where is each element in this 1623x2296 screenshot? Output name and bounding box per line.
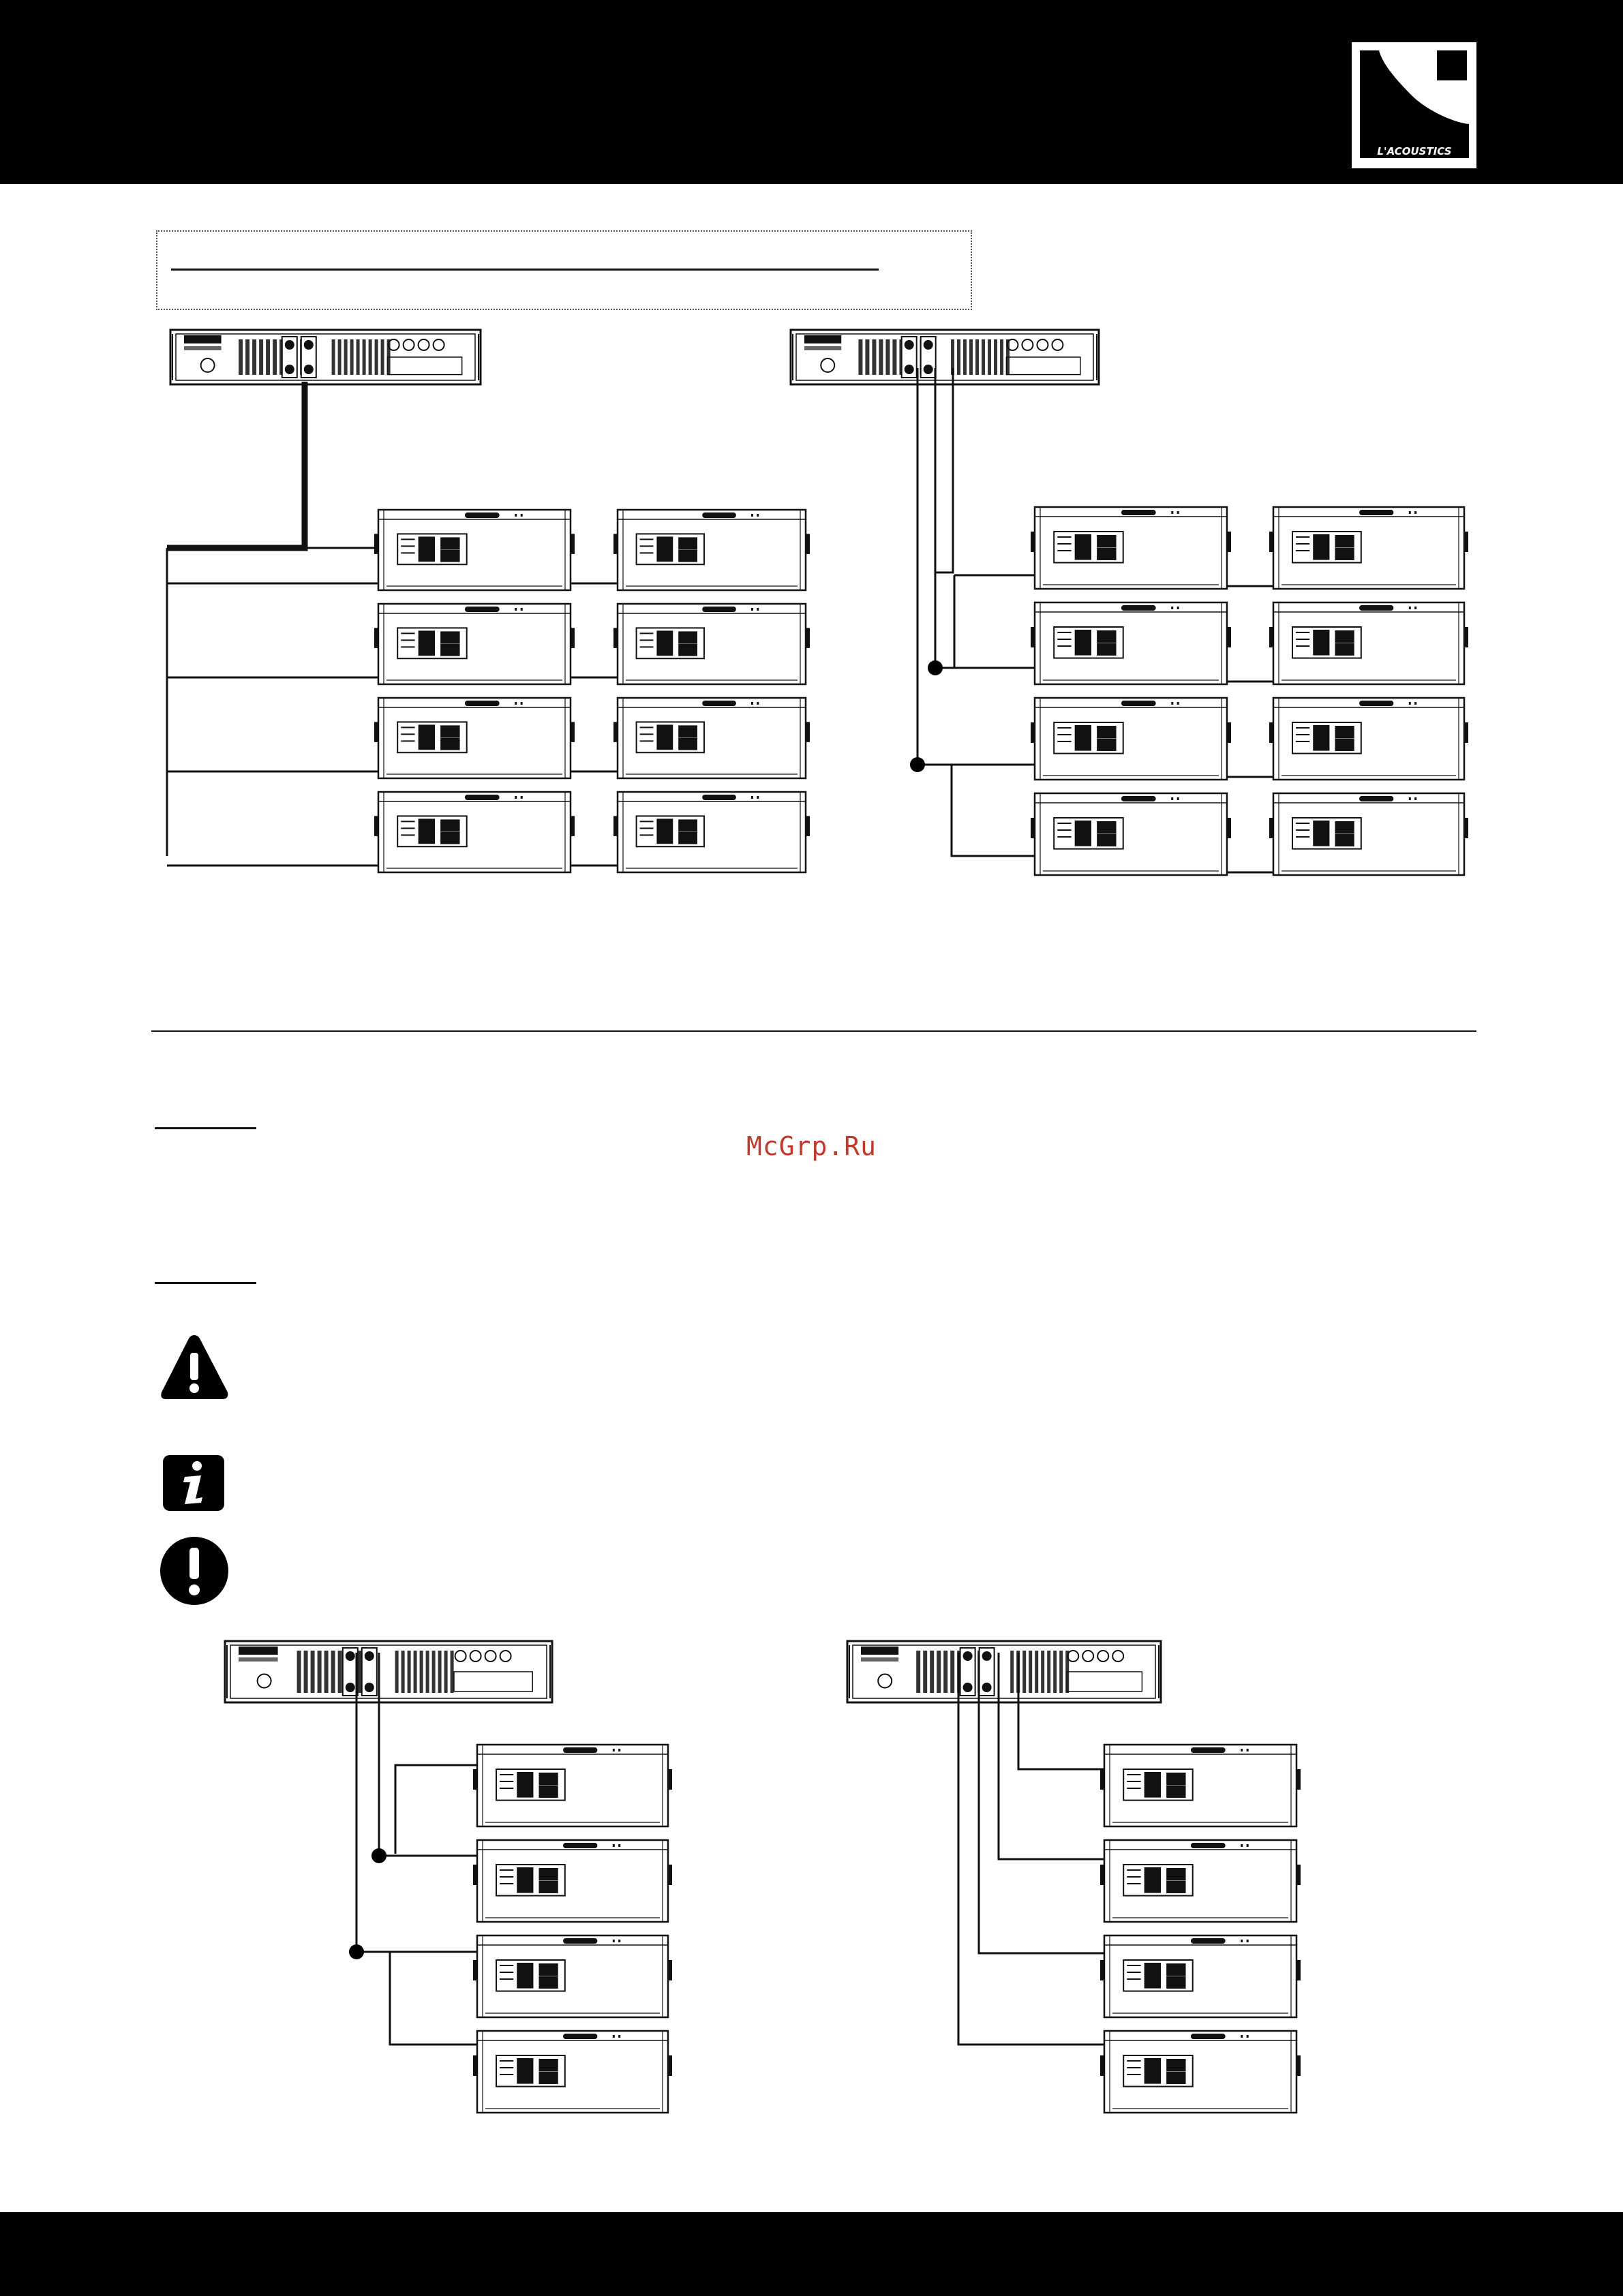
- loudspeaker-enclosure: [1100, 2031, 1301, 2113]
- loudspeaker-enclosure: [1100, 1935, 1301, 2017]
- info-icon: [162, 1454, 226, 1512]
- cable-junction: [910, 757, 925, 772]
- logo-text: L'ACOUSTICS: [1377, 145, 1452, 157]
- loudspeaker-enclosure: [374, 510, 575, 590]
- loudspeaker-enclosure: [613, 698, 810, 778]
- loudspeaker-enclosure: [374, 604, 575, 684]
- loudspeaker-enclosure: [1031, 602, 1231, 684]
- loudspeaker-enclosure: [613, 792, 810, 872]
- loudspeaker-enclosure: [1269, 698, 1468, 780]
- loudspeaker-enclosure: [1031, 698, 1231, 780]
- amplifier-rack-unit: [847, 1641, 1161, 1702]
- loudspeaker-enclosure: [1031, 793, 1231, 875]
- amplifier-rack-unit: [791, 330, 1099, 384]
- loudspeaker-enclosure: [1269, 602, 1468, 684]
- amplifier-output-cable: [935, 368, 1035, 668]
- loudspeaker-enclosure: [1269, 507, 1468, 589]
- link-cable: [390, 1952, 477, 2045]
- amplifier-output-cable: [958, 1653, 1104, 2045]
- footer-bar: [0, 2212, 1623, 2296]
- loudspeaker-enclosure: [613, 510, 810, 590]
- loudspeaker-enclosure: [473, 1840, 672, 1922]
- amplifier-rack-unit: [170, 330, 481, 384]
- loudspeaker-enclosure: [473, 2031, 672, 2113]
- cable-junction: [928, 660, 943, 675]
- loudspeaker-enclosure: [374, 792, 575, 872]
- link-cable: [395, 1765, 477, 1854]
- loudspeaker-enclosure: [1100, 1745, 1301, 1826]
- loudspeaker-enclosure: [473, 1935, 672, 2017]
- warning-icon: [158, 1332, 230, 1402]
- watermark: McGrp.Ru: [746, 1131, 877, 1161]
- link-cable: [952, 765, 1035, 856]
- loudspeaker-enclosure: [1031, 507, 1231, 589]
- loudspeaker-enclosure: [1269, 793, 1468, 875]
- cable-junction: [371, 1848, 386, 1863]
- amplifier-rack-unit: [225, 1641, 552, 1702]
- loudspeaker-enclosure: [473, 1745, 672, 1826]
- amplifier-output-cable: [167, 382, 305, 548]
- loudspeaker-enclosure: [374, 698, 575, 778]
- loudspeaker-enclosure: [1100, 1840, 1301, 1922]
- important-icon: [159, 1535, 230, 1606]
- amplifier-output-cable: [935, 368, 953, 572]
- cable-junction: [349, 1944, 364, 1959]
- loudspeaker-enclosure: [613, 604, 810, 684]
